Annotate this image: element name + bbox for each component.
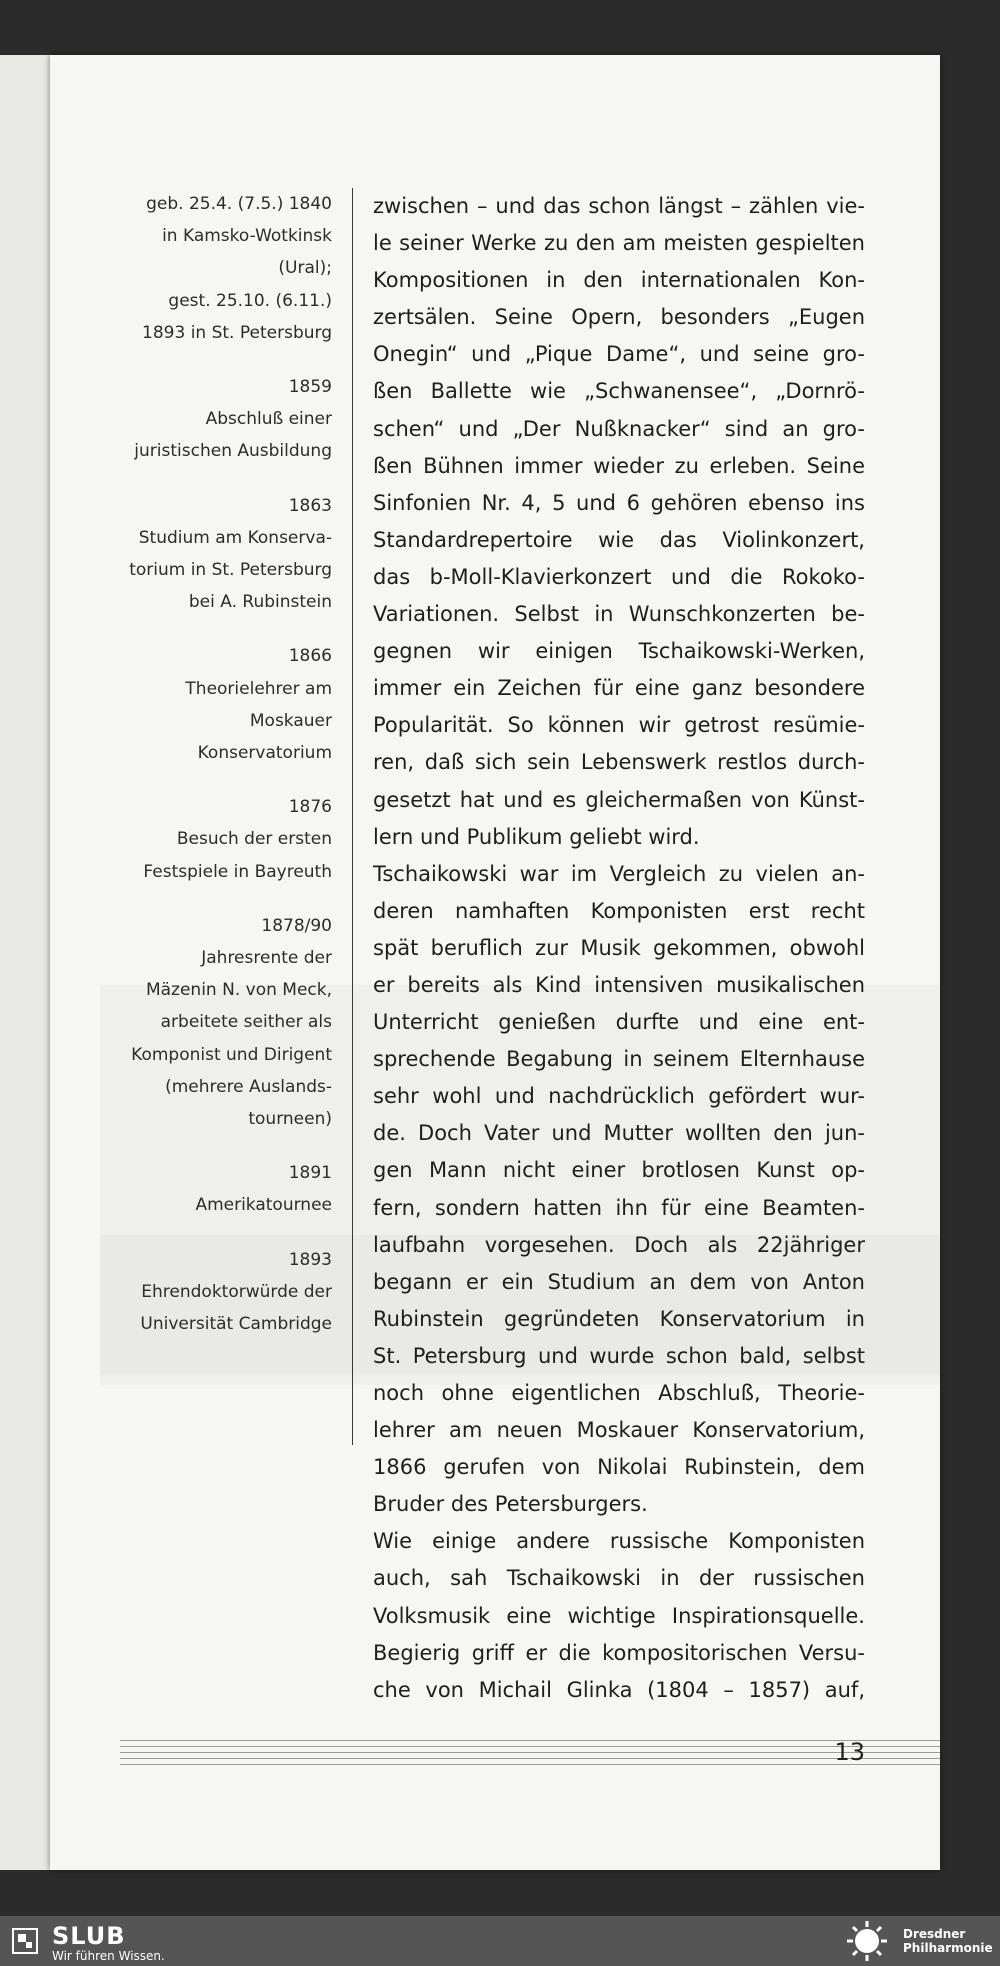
text-line: ßen Ballette wie „Schwanensee“, „Dornrö- [373,379,865,404]
footer-rules [120,1738,940,1778]
text-line: er bereits als Kind intensiven musikalischen [373,972,865,997]
timeline-line: 1893 in St. Petersburg [142,322,332,343]
timeline-line: Studium am Konserva- [138,527,332,548]
philharmonie-name: Dresdner Philharmonie [903,1927,993,1955]
text-line: Standardrepertoire wie das Violinkonzert, [373,527,865,552]
timeline-line: Abschluß einer [205,409,332,430]
text-line: lehrer am neuen Moskauer Konservatorium, [373,1418,865,1443]
timeline-line: 1878/90 [261,915,332,936]
text-line: Variationen. Selbst in Wunschkonzerten be- [373,602,865,627]
timeline-line: (mehrere Auslands- [165,1076,332,1097]
text-line: gen Mann nicht einer brotlosen Kunst op- [373,1158,865,1183]
timeline-line: in Kamsko-Wotkinsk [162,226,332,247]
timeline-line: tourneen) [248,1109,332,1130]
text-line: gegnen wir einigen Tschaikowski-Werken, [373,639,865,664]
timeline-line: arbeitete seither als [160,1012,332,1033]
timeline-entry [110,188,332,349]
timeline-line: 1893 [288,1249,332,1270]
timeline-line: 1866 [288,646,332,667]
timeline-line: 1863 [288,495,332,516]
timeline-entry [110,910,332,1135]
text-line: Rubinstein gegründeten Konservatorium in [373,1306,865,1331]
text-line: Onegin“ und „Pique Dame“, und seine gro- [373,342,865,367]
column-divider [352,188,353,1445]
text-line: gesetzt hat und es gleichermaßen von Künst- [373,787,865,812]
text-line: le seiner Werke zu den am meisten gespielten [373,231,865,256]
timeline-line: 1876 [288,797,332,818]
text-line: Wie einige andere russische Komponisten [373,1529,865,1554]
text-line: spät beruflich zur Musik gekommen, obwohl [373,935,865,960]
timeline-line: Konservatorium [197,743,332,764]
timeline-entry [110,640,332,769]
text-line: Bruder des Petersburgers. [373,1492,648,1517]
body-text [373,188,865,1709]
text-line: Volksmusik eine wichtige Inspirationsquelle. [373,1603,865,1628]
text-line: 1866 gerufen von Nikolai Rubinstein, dem [373,1455,865,1480]
timeline-entry [110,1244,332,1341]
timeline-line: torium in St. Petersburg [129,560,332,581]
text-line: sprechende Begabung in seinem Elternhause [373,1047,865,1072]
timeline-line: Ehrendoktorwürde der [141,1281,332,1302]
timeline-line: Jahresrente der [201,948,332,969]
timeline-line: Komponist und Dirigent [131,1044,332,1065]
slub-logo-icon[interactable] [12,1928,38,1954]
text-line: ren, daß sich sein Lebenswerk restlos durch- [373,750,865,775]
timeline-line: Theorielehrer am [185,678,332,699]
timeline-line: Besuch der ersten [176,829,332,850]
text-line: deren namhaften Komponisten erst recht [373,898,865,923]
timeline-entry [110,1157,332,1221]
text-line: sehr wohl und nachdrücklich gefördert wur- [373,1084,865,1109]
biography-timeline [110,188,332,1362]
timeline-line: 1859 [288,377,332,398]
page-number: 13 [834,1738,865,1766]
text-line: Popularität. So können wir getrost resümie- [373,713,865,738]
timeline-line: 1891 [288,1163,332,1184]
text-line: zertsälen. Seine Opern, besonders „Eugen [373,305,865,330]
text-line: zwischen – und das schon längst – zählen vie- [373,194,865,218]
text-line: auch, sah Tschaikowski in der russischen [373,1566,865,1591]
timeline-entry [110,791,332,888]
text-line: che von Michail Glinka (1804 – 1857) auf, [373,1677,865,1702]
text-line: Sinfonien Nr. 4, 5 und 6 gehören ebenso ins [373,490,865,515]
text-line: fern, sondern hatten ihn für eine Beamten- [373,1195,865,1220]
text-line: de. Doch Vater und Mutter wollten den jun- [373,1121,865,1146]
text-line: Unterricht genießen durfte und eine ent- [373,1010,865,1035]
text-line: St. Petersburg und wurde schon bald, selbst [373,1343,865,1368]
timeline-entry [110,490,332,619]
text-line: das b-Moll-Klavierkonzert und die Rokoko- [373,564,865,589]
text-line: lern und Publikum geliebt wird. [373,824,700,849]
timeline-line: Amerikatournee [195,1195,332,1216]
text-line: Begierig griff er die kompositorischen Versu- [373,1640,865,1665]
text-line: Tschaikowski war im Vergleich zu vielen an- [373,861,865,886]
slub-slogan: Wir führen Wissen. [52,1949,165,1963]
text-line: begann er ein Studium an dem von Anton [373,1269,865,1294]
text-line: laufbahn vorgesehen. Doch als 22jähriger [373,1232,865,1257]
timeline-line: bei A. Rubinstein [188,592,332,613]
timeline-line: juristischen Ausbildung [134,441,332,462]
timeline-line: Mäzenin N. von Meck, [145,980,332,1001]
slub-brand[interactable]: SLUB [52,1922,126,1950]
timeline-line: (Ural); [278,258,332,279]
timeline-line: Festspiele in Bayreuth [143,861,332,882]
viewer-footer-bar [0,1916,1000,1966]
facing-page-edge [0,55,50,1870]
timeline-line: gest. 25.10. (6.11.) [168,290,332,311]
text-line: immer ein Zeichen für eine ganz besondere [373,676,865,701]
text-line: Kompositionen in den internationalen Kon- [373,268,865,293]
philharmonie-logo-icon[interactable] [842,1919,892,1963]
text-line: noch ohne eigentlichen Abschluß, Theorie- [373,1381,865,1405]
text-line: ßen Bühnen immer wieder zu erleben. Seine [373,453,865,478]
timeline-entry [110,371,332,468]
timeline-line: Moskauer [249,710,332,731]
text-line: schen“ und „Der Nußknacker“ sind an gro- [373,416,865,441]
timeline-line: geb. 25.4. (7.5.) 1840 [146,194,332,214]
timeline-line: Universität Cambridge [140,1314,332,1335]
